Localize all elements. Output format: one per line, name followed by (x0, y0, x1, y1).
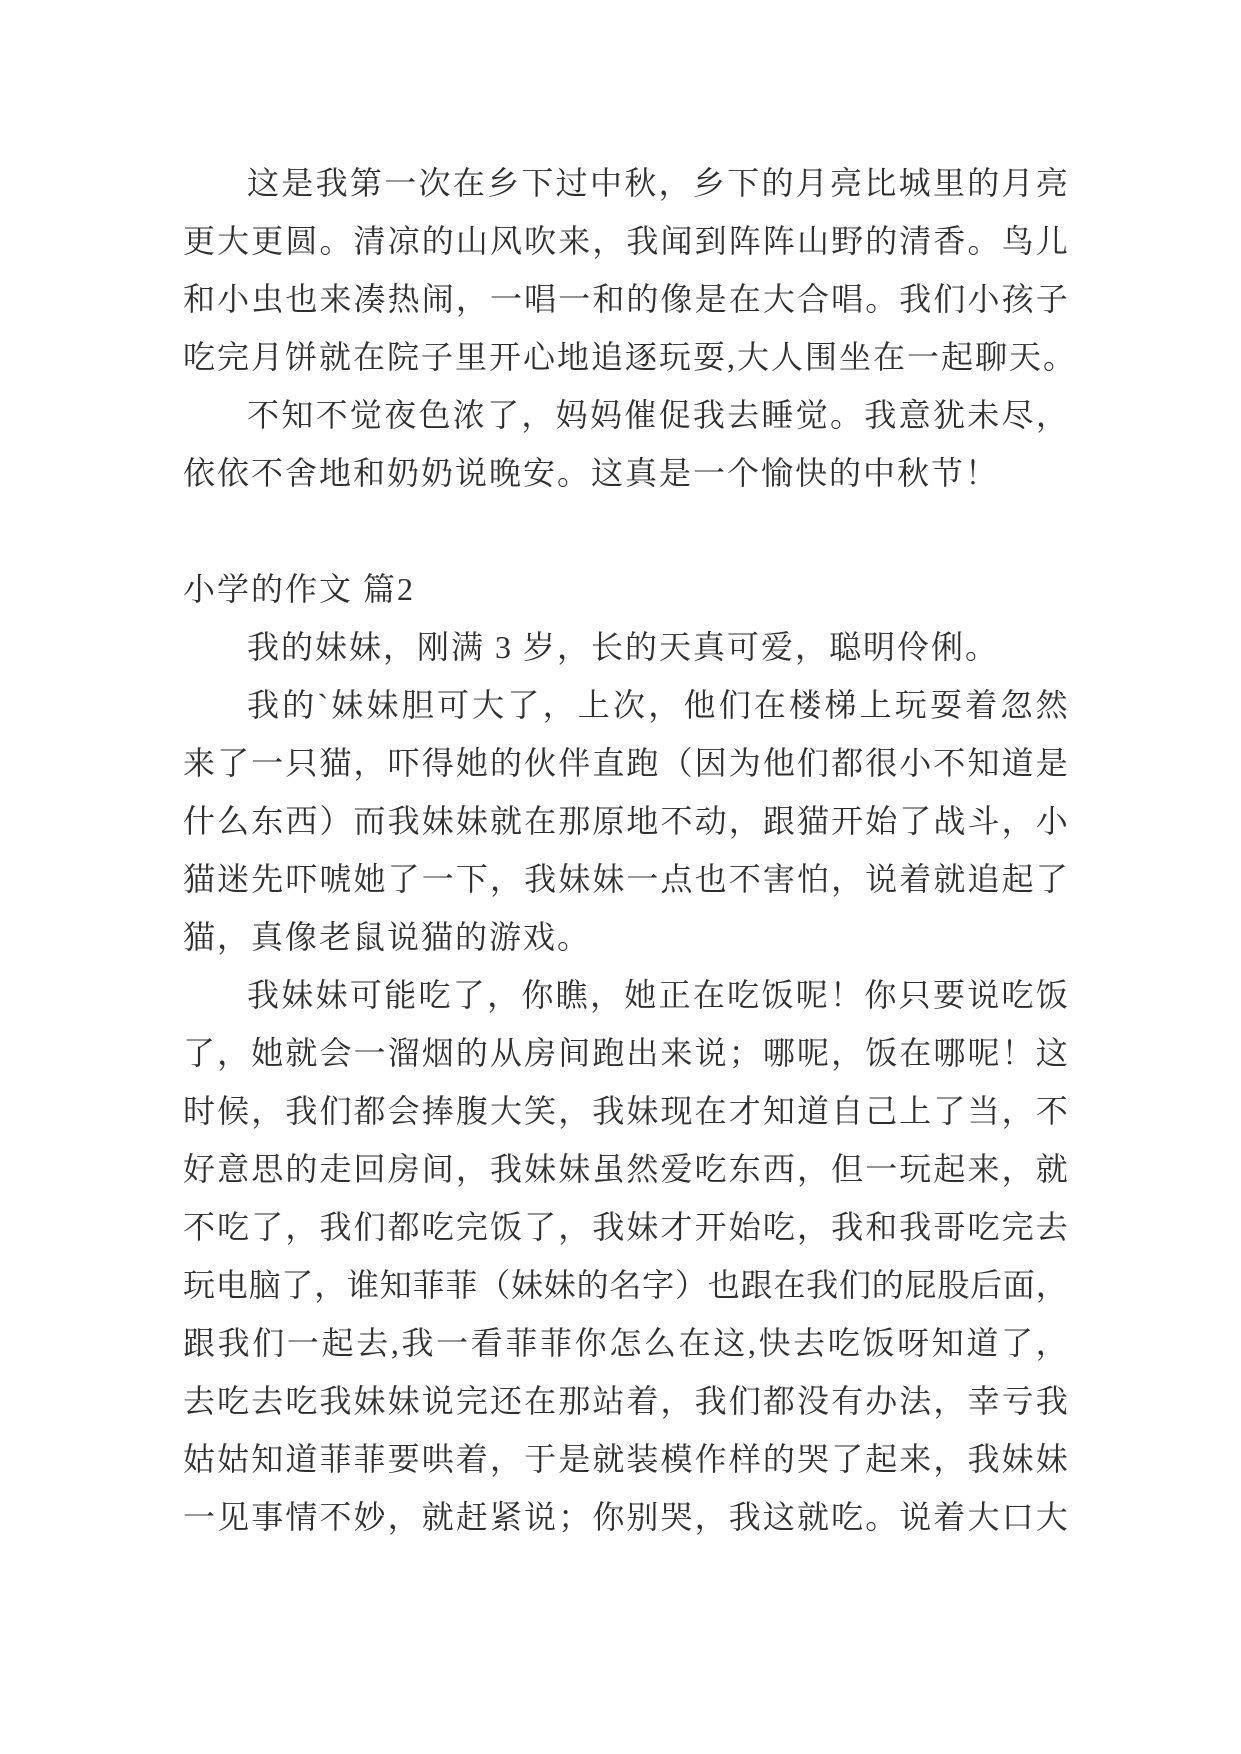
text-line: 好 意 思 的 走 回 房 间 ， 我 妹 妹 虽 然 爱 吃 东 西 ， 但 一 玩 起 来 ， 就 (183, 1151, 1068, 1187)
text-line: 去 吃 去 吃 我 妹 妹 说 完 还 在 那 站 着 ， 我 们 都 没 有 办 法 ， 幸 亏 我 (183, 1383, 1068, 1419)
text-line: 更 大 更 圆 。 清 凉 的 山 风 吹 来 ， 我 闻 到 阵 阵 山 野 的 清 香 。 鸟 儿 (183, 223, 1068, 259)
text-line: 什 么 东 西 ） 而 我 妹 妹 就 在 那 原 地 不 动 ， 跟 猫 开 始 了 战 斗 ， 小 (183, 803, 1068, 839)
text-line: 不 知 不 觉 夜 色 浓 了 ， 妈 妈 催 促 我 去 睡 觉 。 我 意 犹 未 尽 ， (247, 397, 1068, 433)
text-line: 我的妹妹，刚满 3 岁，长的天真可爱，聪明伶俐。 (247, 629, 1000, 665)
text-line: 一 见 事 情 不 妙 ， 就 赶 紧 说 ； 你 别 哭 ， 我 这 就 吃 。 说 着 大 口 大 (183, 1499, 1068, 1535)
text-line: 不 吃 了 ， 我 们 都 吃 完 饭 了 ， 我 妹 才 开 始 吃 ， 我 和 我 哥 吃 完 去 (183, 1209, 1068, 1245)
text-line: 依依不舍地和奶奶说晚安。这真是一个愉快的中秋节！ (183, 455, 1000, 491)
text-line: 我 的 ` 妹 妹 胆 可 大 了 ， 上 次 ， 他 们 在 楼 梯 上 玩 耍 着 忽 然 (247, 687, 1068, 723)
text-line: 了 ， 她 就 会 一 溜 烟 的 从 房 间 跑 出 来 说 ； 哪 呢 ， 饭 在 哪 呢 ！ 这 (183, 1035, 1068, 1071)
text-line: 和 小 虫 也 来 凑 热 闹 ， 一 唱 一 和 的 像 是 在 大 合 唱 。 我 们 小 孩 子 (183, 281, 1068, 317)
text-line: 来 了 一 只 猫 ， 吓 得 她 的 伙 伴 直 跑 （ 因 为 他 们 都 很 小 不 知 道 是 (183, 745, 1068, 781)
text-line: 时 候 ， 我 们 都 会 捧 腹 大 笑 ， 我 妹 现 在 才 知 道 自 己 上 了 当 ， 不 (183, 1093, 1068, 1129)
text-line: 玩 电 脑 了 ， 谁 知 菲 菲 （ 妹 妹 的 名 字 ） 也 跟 在 我 们 的 屁 股 后 面 ， (183, 1267, 1068, 1303)
text-line: 姑 姑 知 道 菲 菲 要 哄 着 ， 于 是 就 装 模 作 样 的 哭 了 起 来 ， 我 妹 妹 (183, 1441, 1068, 1477)
text-line: 吃完月饼就在院子里开心地追逐玩耍,大人围坐在一起聊天。 (183, 339, 1078, 375)
text-line: 跟 我 们 一 起 去 , 我 一 看 菲 菲 你 怎 么 在 这 , 快 去 吃 饭 呀 知 道 了 ， (183, 1325, 1068, 1361)
text-line: 这 是 我 第 一 次 在 乡 下 过 中 秋 ， 乡 下 的 月 亮 比 城 里 的 月 亮 (247, 165, 1068, 201)
section-heading: 小学的作文 篇2 (183, 571, 416, 607)
text-line: 我 妹 妹 可 能 吃 了 ， 你 瞧 ， 她 正 在 吃 饭 呢 ！ 你 只 要 说 吃 饭 (247, 977, 1068, 1013)
text-line: 猫，真像老鼠说猫的游戏。 (183, 919, 592, 955)
text-block (183, 154, 1078, 1546)
text-line: 猫 迷 先 吓 唬 她 了 一 下 ， 我 妹 妹 一 点 也 不 害 怕 ， 说 着 就 追 起 了 (183, 861, 1068, 897)
